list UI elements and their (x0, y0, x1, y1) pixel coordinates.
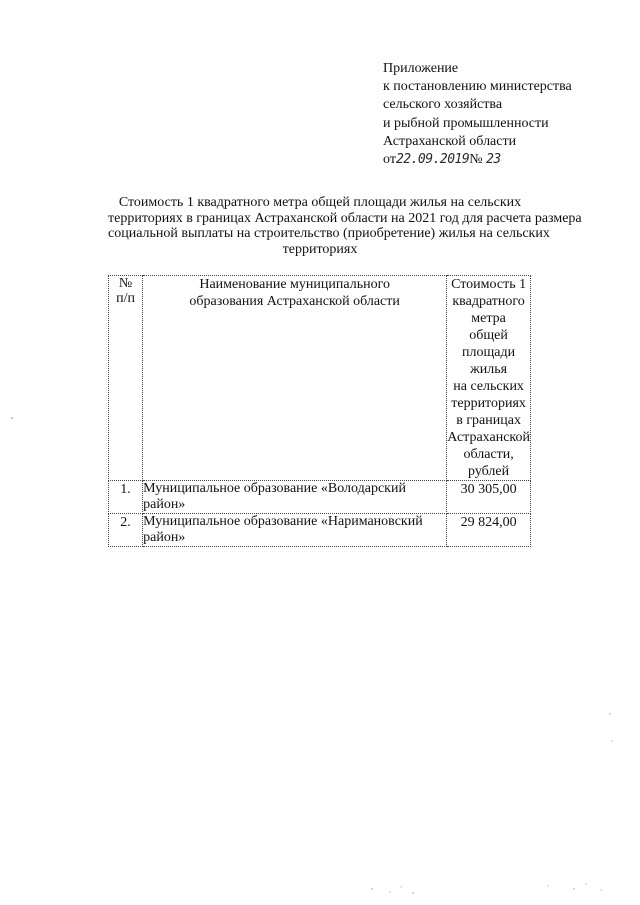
table-row (109, 514, 531, 547)
handwritten-number: 23 (486, 152, 501, 168)
row-cost: 30 305,00 (447, 481, 531, 514)
header-cost (447, 276, 531, 481)
row-name-line: район» (143, 497, 186, 512)
row-cost: 29 824,00 (447, 514, 531, 547)
row-name-line: район» (143, 530, 186, 545)
date-prefix: от (383, 152, 396, 168)
header-num-symbol: № (118, 276, 133, 291)
appendix-line: и рыбной промышленности (383, 115, 549, 131)
header-cost-line: квадратного метра (452, 294, 525, 326)
title-line: территориях (282, 241, 358, 257)
header-name-line: Наименование муниципального (199, 277, 390, 292)
header-cost-line: общей площади жилья (462, 328, 516, 377)
row-num: 1. (109, 481, 143, 514)
header-cost-line: Стоимость 1 (451, 277, 527, 292)
table-header-row (109, 276, 531, 481)
appendix-line: Астраханской области (383, 133, 517, 149)
appendix-block (383, 60, 628, 169)
document-title (108, 195, 582, 257)
cost-table (108, 275, 531, 547)
header-name (143, 276, 447, 481)
appendix-line: сельского хозяйства (383, 97, 503, 113)
header-cost-line: в границах (456, 413, 521, 428)
header-cost-line: на сельских территориях (451, 379, 526, 411)
title-line: территориях в границах Астраханской области на 2021 год для расчета размера (108, 210, 582, 226)
appendix-line: Приложение (383, 61, 459, 76)
row-num: 2. (109, 514, 143, 547)
handwritten-date: 22.09.2019 (395, 152, 470, 168)
header-num-label: п/п (116, 291, 135, 306)
title-line: Стоимость 1 квадратного метра общей площади жилья на сельских (118, 195, 522, 210)
row-name (143, 481, 447, 514)
title-line: социальной выплаты на строительство (приобретение) жилья на сельских (108, 226, 550, 242)
appendix-line: к постановлению министерства (383, 79, 572, 95)
header-cost-line: Астраханской области, (447, 430, 530, 462)
header-name-line: образования Астраханской области (189, 294, 400, 309)
row-name (143, 514, 447, 547)
appendix-date-line (383, 151, 628, 169)
header-cost-line: рублей (468, 464, 510, 479)
table-row (109, 481, 531, 514)
header-num (109, 276, 143, 481)
number-prefix: № (469, 152, 483, 168)
row-name-line: Муниципальное образование «Наримановский (143, 514, 423, 529)
row-name-line: Муниципальное образование «Володарский (143, 481, 406, 496)
